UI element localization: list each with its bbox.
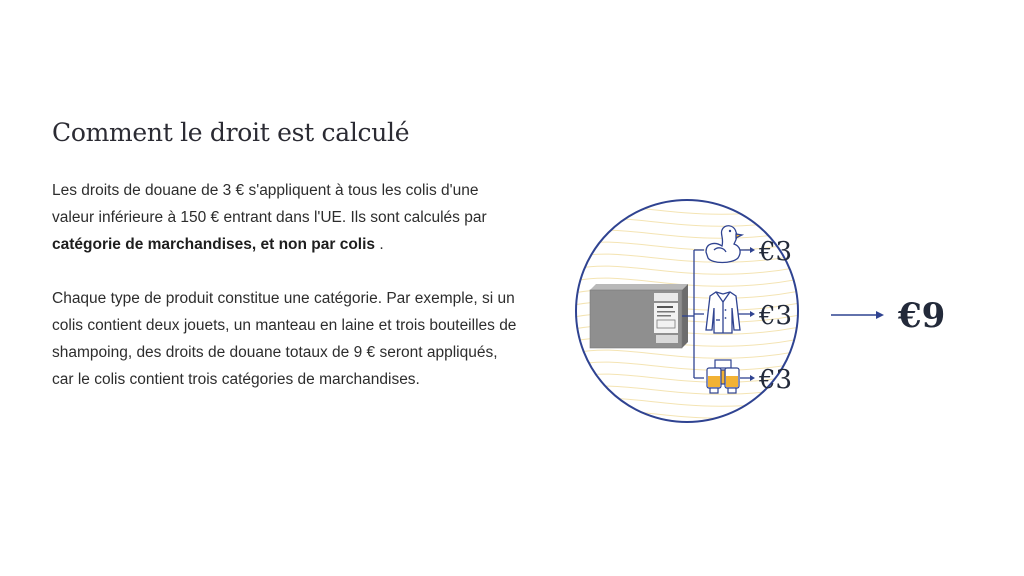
category-2-amount: €3 xyxy=(759,301,793,331)
shampoo-bottles-icon xyxy=(707,360,739,393)
intro-paragraph xyxy=(52,177,522,258)
coat-icon xyxy=(706,292,740,333)
duck-toy-icon xyxy=(706,226,742,263)
intro-end-text: . xyxy=(375,236,384,253)
total-arrow xyxy=(831,311,884,319)
category-3-amount: €3 xyxy=(759,365,793,395)
page-title: Comment le droit est calculé xyxy=(52,118,410,147)
total-amount: €9 xyxy=(898,296,946,336)
category-1-amount: €3 xyxy=(759,237,793,267)
intro-bold-text: catégorie de marchandises, et non par colis xyxy=(52,236,376,253)
example-paragraph: Chaque type de produit constitue une catégorie. Par exemple, si un colis contient deux jouets, un manteau en laine et trois bouteilles de shampoing, des droits de douane totaux de 9 € seront appliqués, car le colis contient trois catégories de marchandises. xyxy=(52,290,517,388)
parcel-box-icon xyxy=(590,284,688,348)
duty-calculation-diagram xyxy=(570,190,950,446)
intro-text: Les droits de douane de 3 € s'appliquent à tous les colis d'une valeur inférieure à 150 € entrant dans l'UE. Ils sont calculés par xyxy=(52,182,487,226)
